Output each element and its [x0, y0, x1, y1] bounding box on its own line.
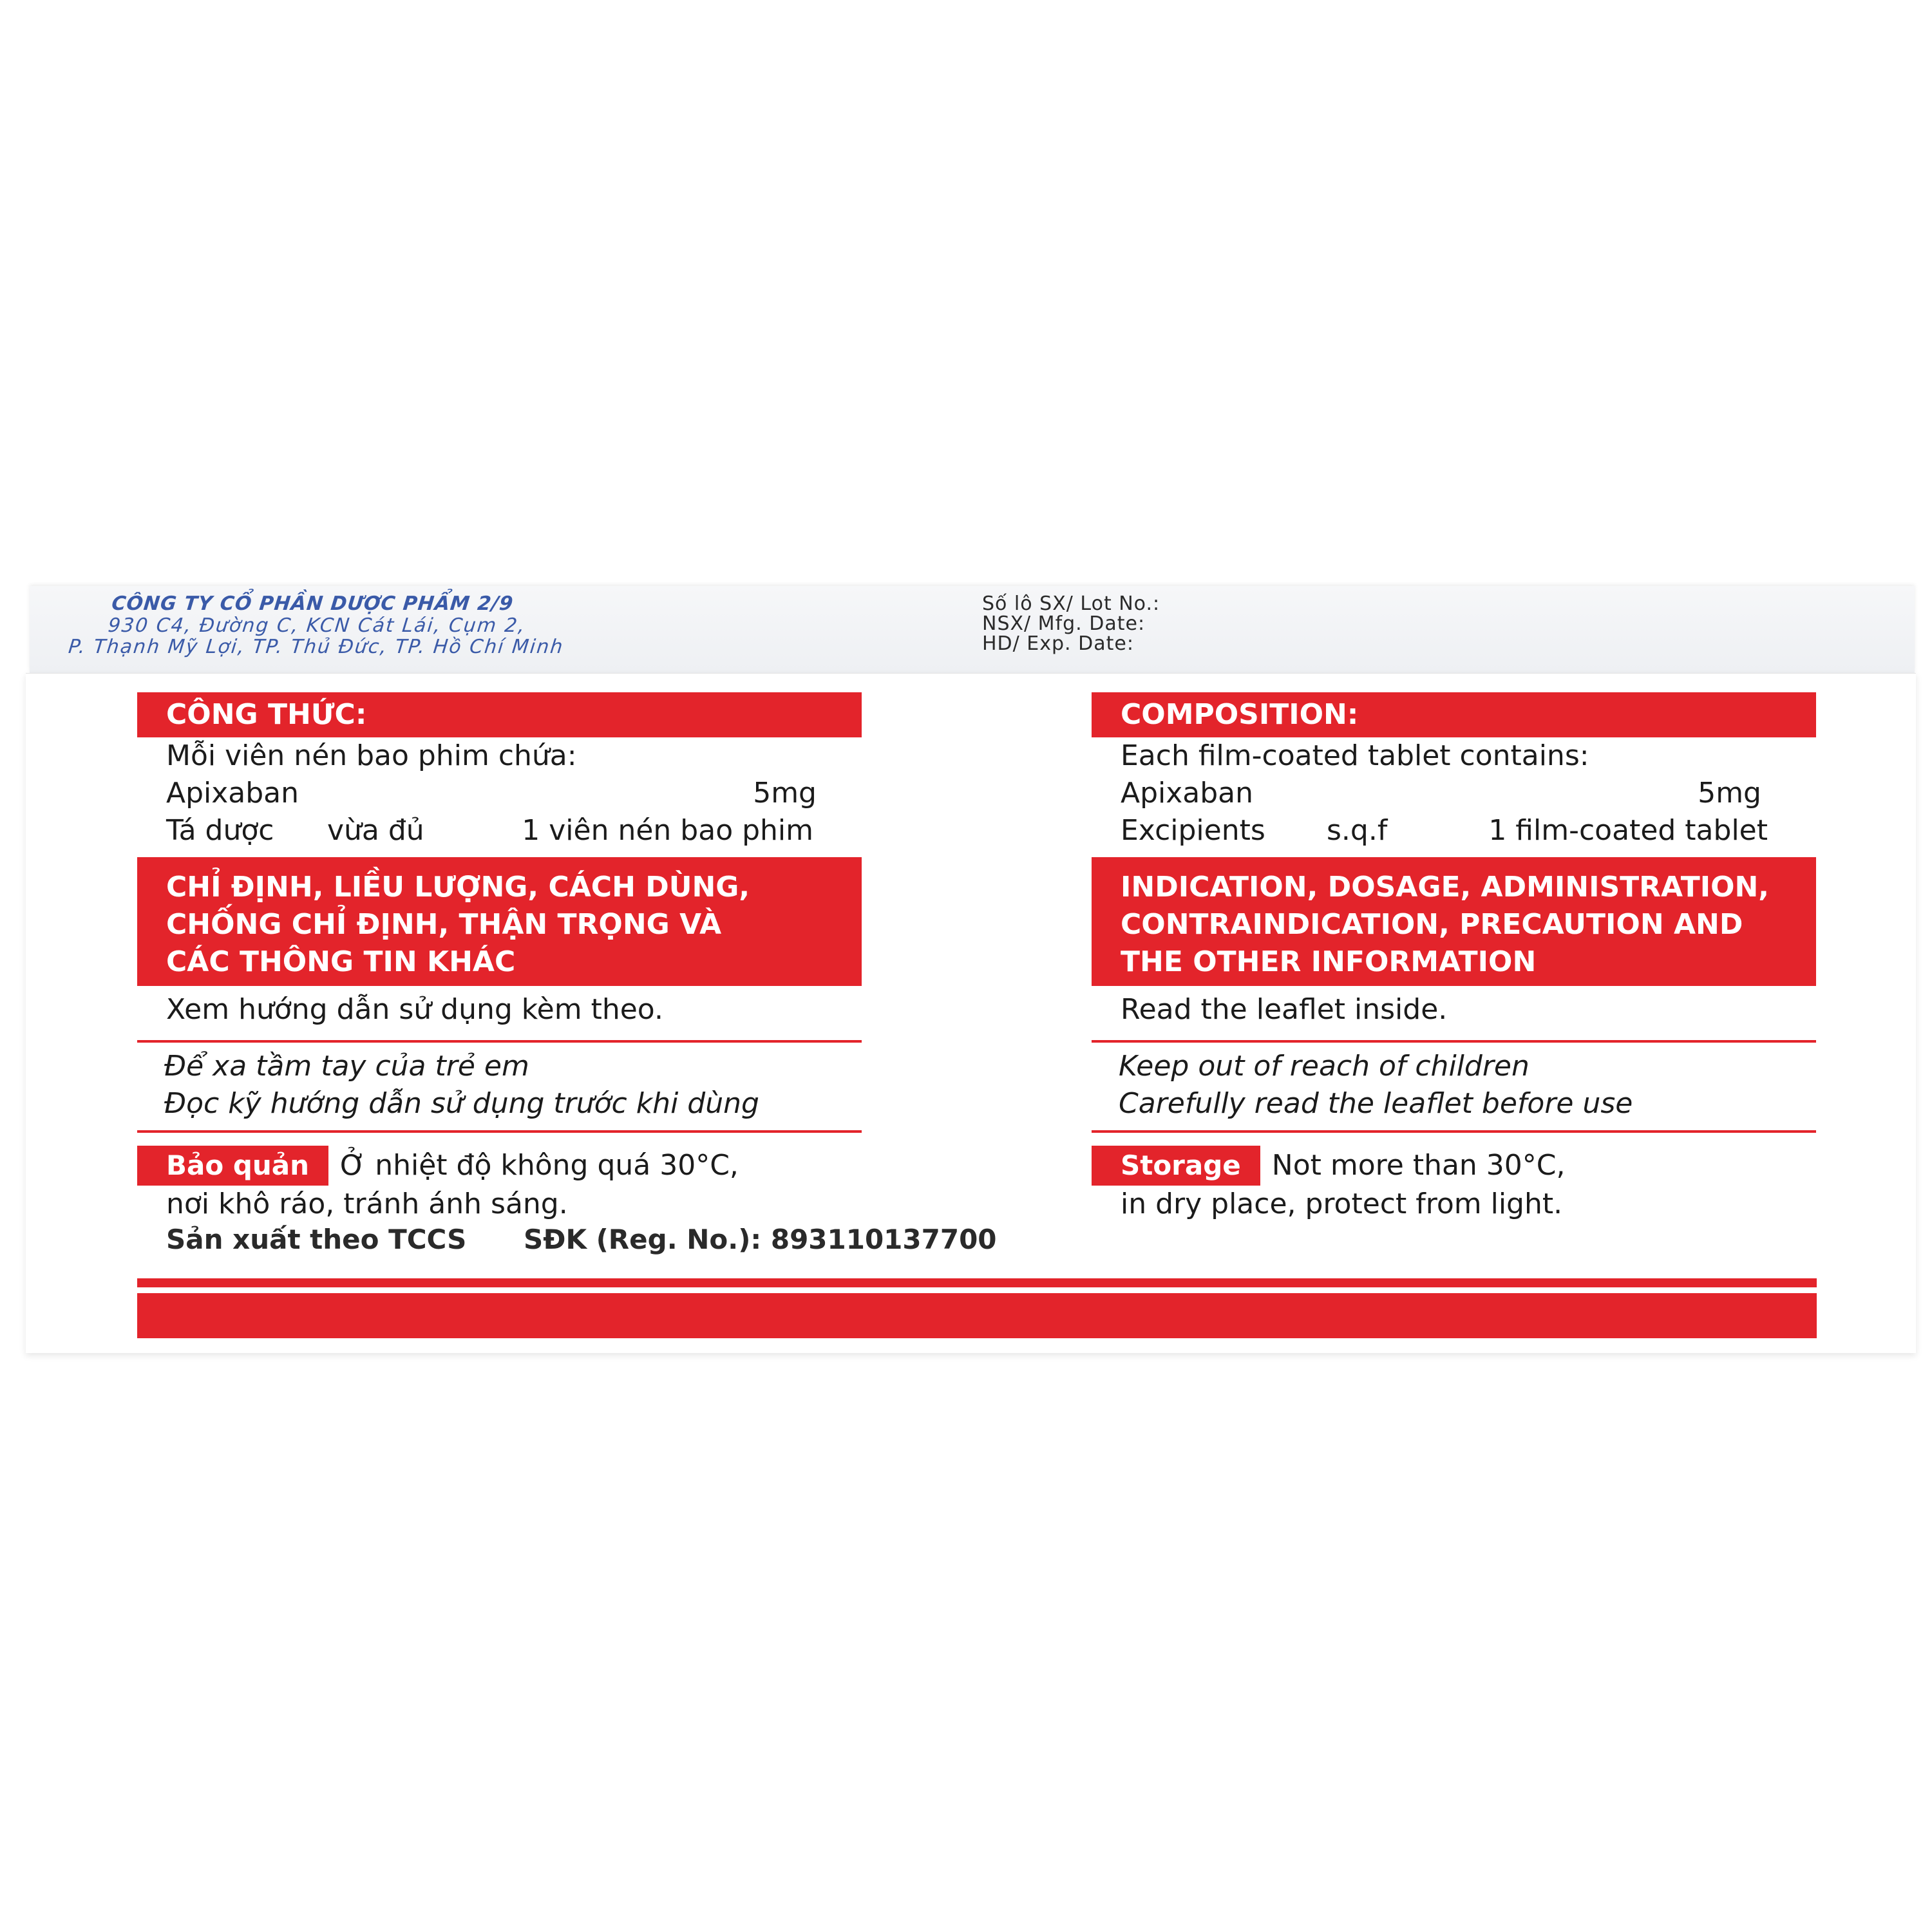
excipient-amount: 1 film-coated tablet	[1488, 814, 1768, 847]
excipient-row	[1092, 812, 1816, 849]
footer-info	[166, 1224, 997, 1255]
indication-heading-line3: THE OTHER INFORMATION	[1121, 945, 1537, 978]
indication-heading-line1: CHỈ ĐỊNH, LIỀU LƯỢNG, CÁCH DÙNG,	[166, 871, 750, 904]
company-address-line1: 930 C4, Đường C, KCN Cát Lái, Cụm 2,	[107, 614, 527, 637]
ingredient-row	[137, 775, 862, 812]
composition-heading: COMPOSITION:	[1092, 692, 1816, 737]
formula-heading: CÔNG THỨC:	[137, 692, 862, 737]
excipient-qs: s.q.f	[1327, 814, 1388, 847]
bottom-red-stripe-thick	[137, 1293, 1817, 1338]
indication-heading	[137, 857, 862, 986]
excipient-amount: 1 viên nén bao phim	[522, 814, 813, 847]
storage-text-1: Not more than 30°C,	[1271, 1149, 1566, 1182]
divider	[1092, 1040, 1816, 1043]
exp-date-label: HD/ Exp. Date:	[982, 632, 1134, 655]
ingredient-name: Apixaban	[1121, 777, 1254, 810]
english-column	[1092, 692, 1816, 1223]
warning-children: Keep out of reach of children	[1119, 1050, 1530, 1083]
ingredient-name: Apixaban	[166, 777, 299, 810]
company-info	[68, 592, 848, 658]
registration-number: SĐK (Reg. No.): 893110137700	[524, 1224, 997, 1255]
excipient-qs: vừa đủ	[327, 814, 424, 847]
excipient-name: Excipients	[1121, 814, 1265, 847]
warning-read-leaflet: Đọc kỹ hướng dẫn sử dụng trước khi dùng	[164, 1087, 759, 1120]
excipient-row	[137, 812, 862, 849]
indication-text: Read the leaflet inside.	[1121, 993, 1448, 1026]
vietnamese-column	[137, 692, 862, 1223]
indication-heading-line2: CONTRAINDICATION, PRECAUTION AND	[1121, 908, 1743, 941]
lot-number-label: Số lô SX/ Lot No.:	[982, 592, 1160, 615]
warning-children: Để xa tầm tay của trẻ em	[164, 1050, 529, 1083]
indication-heading-line2: CHỐNG CHỈ ĐỊNH, THẬN TRỌNG VÀ	[166, 908, 722, 941]
storage-tag: Bảo quản	[137, 1146, 328, 1186]
bottom-red-stripe-thin	[137, 1278, 1817, 1287]
mfg-date-label: NSX/ Mfg. Date:	[982, 612, 1146, 635]
divider	[137, 1040, 862, 1043]
storage-text-2: in dry place, protect from light.	[1121, 1188, 1563, 1220]
ingredient-row	[1092, 775, 1816, 812]
manufacturing-standard: Sản xuất theo TCCS	[166, 1224, 467, 1255]
storage-text-2: nơi khô ráo, tránh ánh sáng.	[166, 1188, 568, 1220]
storage-block	[1092, 1146, 1816, 1223]
formula-intro: Mỗi viên nén bao phim chứa:	[166, 739, 577, 772]
divider	[137, 1130, 862, 1133]
indication-heading	[1092, 857, 1816, 986]
company-address-line2: P. Thạnh Mỹ Lợi, TP. Thủ Đức, TP. Hồ Chí Minh	[67, 636, 565, 658]
excipient-name: Tá dược	[166, 814, 274, 847]
divider	[1092, 1130, 1816, 1133]
composition-intro: Each film-coated tablet contains:	[1121, 739, 1589, 772]
storage-text-1: Ở nhiệt độ không quá 30°C,	[340, 1149, 739, 1182]
indication-heading-line1: INDICATION, DOSAGE, ADMINISTRATION,	[1121, 871, 1770, 904]
indication-text: Xem hướng dẫn sử dụng kèm theo.	[166, 993, 663, 1026]
company-name: CÔNG TY CỔ PHẦN DƯỢC PHẨM 2/9	[110, 592, 515, 615]
warning-read-leaflet: Carefully read the leaflet before use	[1119, 1087, 1633, 1120]
ingredient-amount: 5mg	[753, 777, 817, 810]
indication-heading-line3: CÁC THÔNG TIN KHÁC	[166, 945, 516, 978]
ingredient-amount: 5mg	[1698, 777, 1761, 810]
lot-info	[982, 594, 1160, 654]
storage-tag: Storage	[1092, 1146, 1260, 1186]
storage-block	[137, 1146, 862, 1223]
